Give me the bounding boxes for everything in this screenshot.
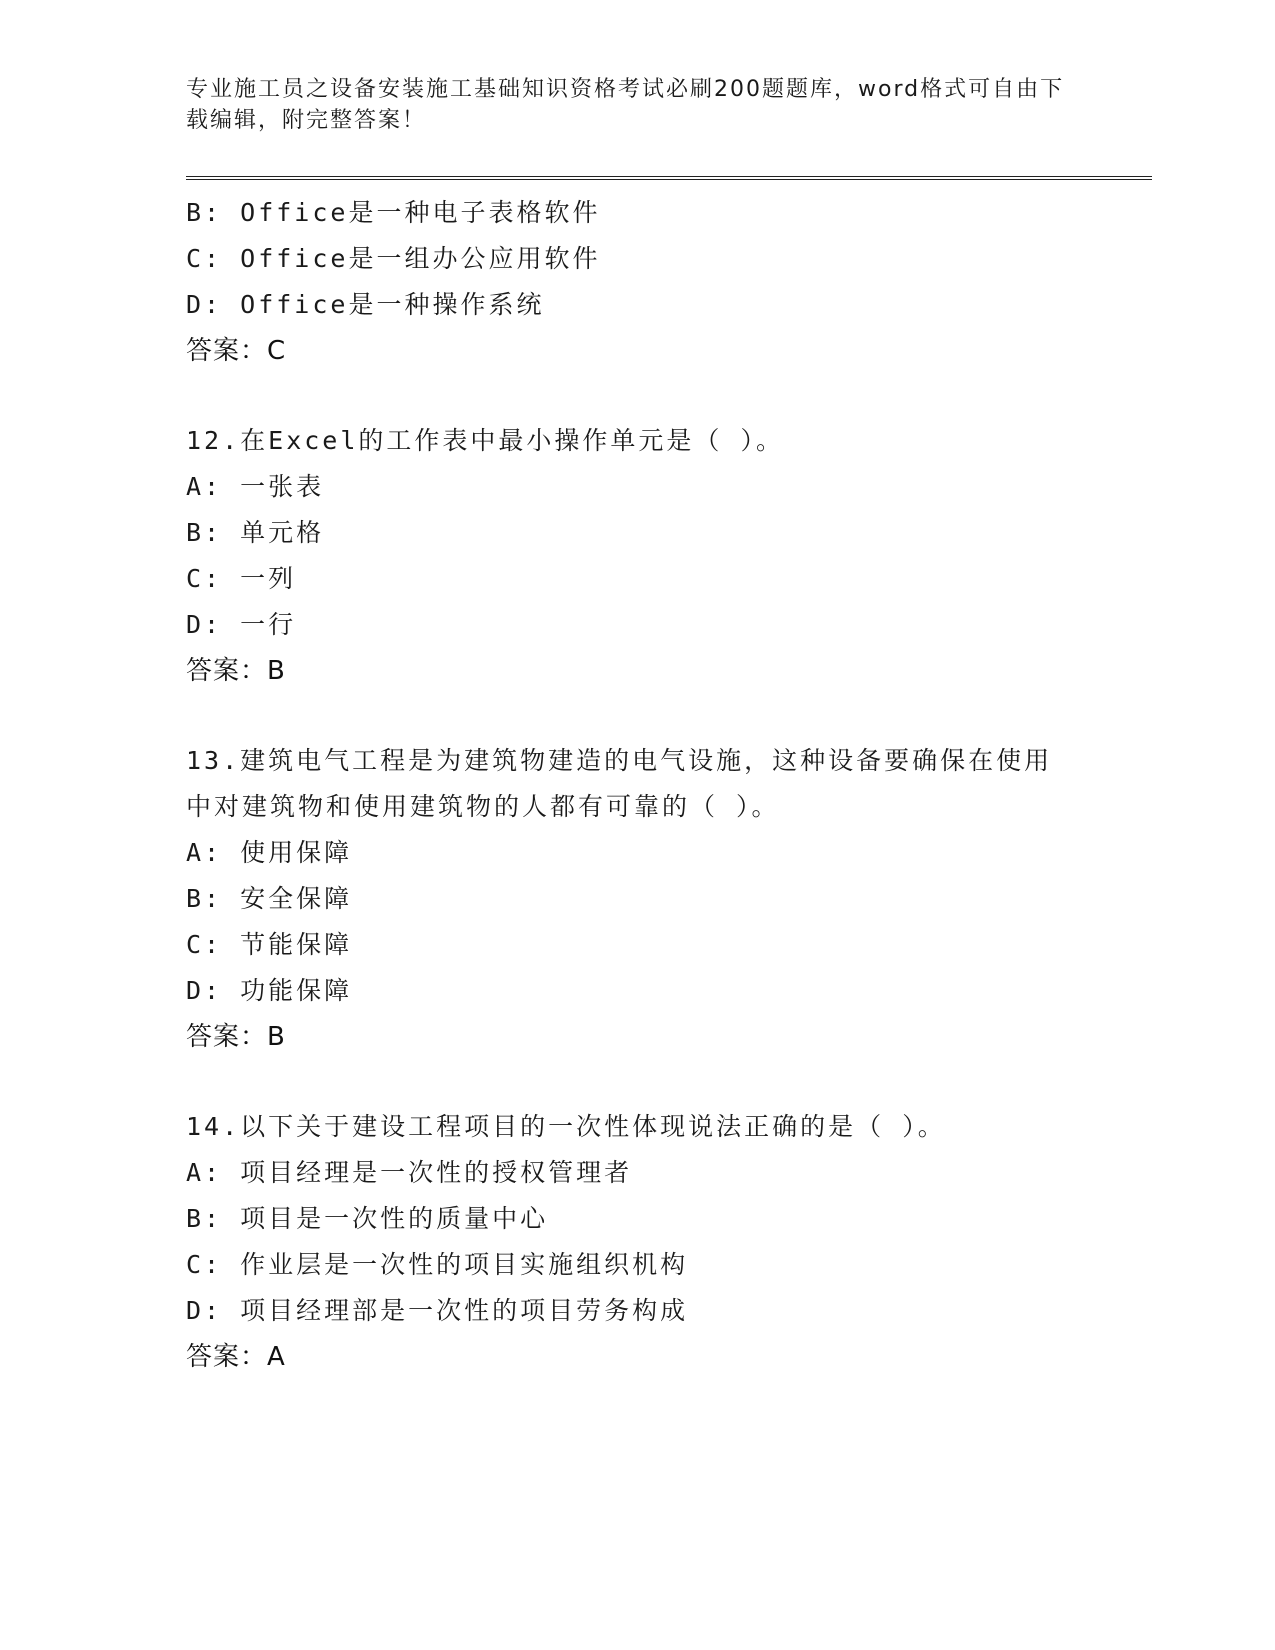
option-b: B: 安全保障: [186, 884, 353, 913]
option-c: C: 作业层是一次性的项目实施组织机构: [186, 1250, 689, 1279]
document-header: 专业施工员之设备安装施工基础知识资格考试必刷200题题库，word格式可自由下载编辑，附完整答案！: [186, 77, 1065, 133]
question-block: [186, 418, 1152, 694]
question-list: [186, 190, 1152, 1380]
option-b: B: 单元格: [186, 518, 325, 547]
option-d: D: 一行: [186, 610, 297, 639]
question-block: [186, 738, 1152, 1060]
option-d: D: 项目经理部是一次性的项目劳务构成: [186, 1296, 689, 1325]
header-double-rule: [186, 176, 1152, 180]
question-text: 14.以下关于建设工程项目的一次性体现说法正确的是（ ）。: [186, 1112, 946, 1141]
option-c: C: 一列: [186, 564, 297, 593]
option-d: D: Office是一种操作系统: [186, 290, 545, 319]
question-block: [186, 190, 1152, 374]
answer-label: 答案：B: [186, 656, 286, 686]
option-b: B: 项目是一次性的质量中心: [186, 1204, 549, 1233]
question-text: 13.建筑电气工程是为建筑物建造的电气设施，这种设备要确保在使用中对建筑物和使用建筑物的人都有可靠的（ ）。: [186, 746, 1053, 821]
option-c: C: 节能保障: [186, 930, 353, 959]
answer-label: 答案：B: [186, 1022, 286, 1052]
question-block: [186, 1104, 1152, 1380]
question-text: 12.在Excel的工作表中最小操作单元是（ ）。: [186, 426, 784, 455]
option-a: A: 项目经理是一次性的授权管理者: [186, 1158, 633, 1187]
option-b: B: Office是一种电子表格软件: [186, 198, 601, 227]
answer-label: 答案：A: [186, 1342, 286, 1372]
option-d: D: 功能保障: [186, 976, 353, 1005]
option-c: C: Office是一组办公应用软件: [186, 244, 601, 273]
answer-label: 答案：C: [186, 336, 287, 366]
option-a: A: 使用保障: [186, 838, 353, 867]
option-a: A: 一张表: [186, 472, 325, 501]
